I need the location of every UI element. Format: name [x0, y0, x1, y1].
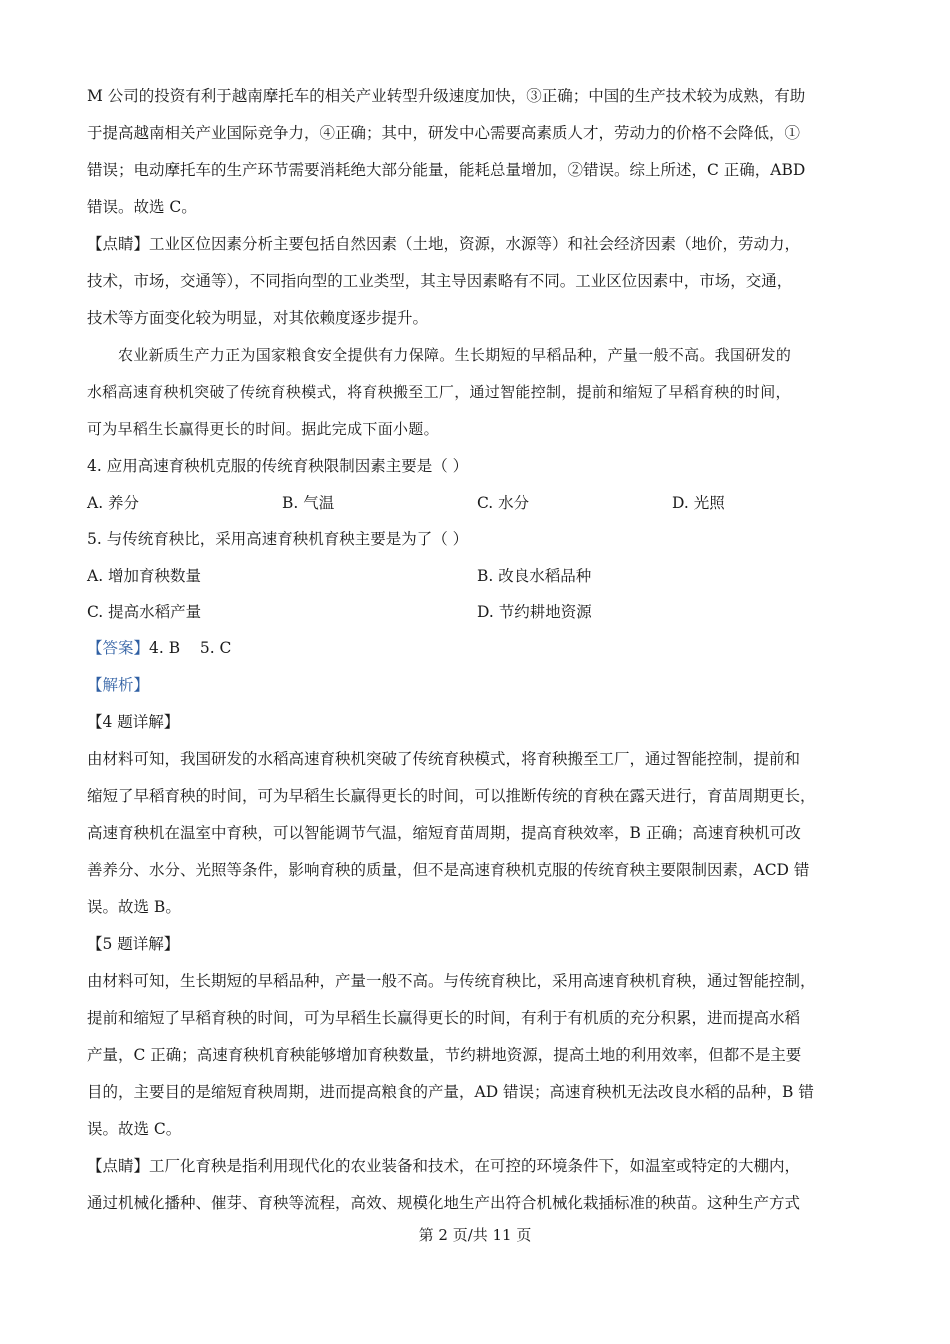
answer-line [87, 630, 867, 667]
detail-4-line: 高速育秧机在温室中育秧，可以智能调节气温，缩短育苗周期，提高育秧效率，B 正确；高速育秧机可改 [87, 824, 801, 842]
detail-4-line: 误。故选 B。 [87, 898, 181, 916]
analysis-tag: 【解析】 [87, 676, 150, 694]
detail-5-line: 提前和缩短了早稻育秧的时间，可为早稻生长赢得更长的时间，有利于有机质的充分积累，进而提高水稻 [87, 1009, 801, 1027]
prev-answer-line: 错误；电动摩托车的生产环节需要消耗绝大部分能量，能耗总量增加，②错误。综上所述，C 正确，ABD [87, 161, 806, 179]
detail-5-line: 误。故选 C。 [87, 1120, 182, 1138]
tip-tag: 【点睛】 [87, 235, 150, 253]
question-5-options-row1 [87, 558, 867, 594]
prev-answer-line: 于提高越南相关产业国际竞争力，④正确；其中，研发中心需要高素质人才，劳动力的价格不会降低，① [87, 124, 801, 142]
tip-paragraph [87, 226, 867, 263]
option-c: C. 提高水稻产量 [87, 603, 202, 621]
question-5-stem: 5. 与传统育秧比，采用高速育秧机育秧主要是为了（ ） [87, 530, 469, 548]
prev-answer-line: 错误。故选 C。 [87, 198, 197, 216]
prev-answer-line: M 公司的投资有利于越南摩托车的相关产业转型升级速度加快，③正确；中国的生产技术较为成熟，有助 [87, 87, 806, 105]
tip-line: 工厂化育秧是指利用现代化的农业装备和技术，在可控的环境条件下，如温室或特定的大棚内， [149, 1157, 801, 1175]
tip-line: 通过机械化播种、催芽、育秧等流程，高效、规模化地生产出符合机械化栽插标准的秧苗。这种生产方式 [87, 1194, 801, 1212]
option-d: D. 节约耕地资源 [477, 603, 592, 621]
tip-line: 技术等方面变化较为明显，对其依赖度逐步提升。 [87, 309, 429, 327]
tip-tag: 【点睛】 [87, 1157, 150, 1175]
detail-5-line: 由材料可知，生长期短的早稻品种，产量一般不高。与传统育秧比，采用高速育秧机育秧，通过智能控制， [87, 972, 816, 990]
question-5-options-row2 [87, 594, 867, 630]
detail-4-line: 缩短了早稻育秧的时间，可为早稻生长赢得更长的时间，可以推断传统的育秧在露天进行，育苗周期更长， [87, 787, 816, 805]
page-footer: 第 2 页/共 11 页 [418, 1226, 532, 1244]
detail-4-tag: 【4 题详解】 [87, 713, 180, 731]
material-line: 可为早稻生长赢得更长的时间。据此完成下面小题。 [87, 420, 439, 438]
material-line: 水稻高速育秧机突破了传统育秧模式，将育秧搬至工厂，通过智能控制，提前和缩短了早稻育秧的时间， [87, 383, 791, 401]
question-4-options [87, 485, 867, 521]
option-d: D. 光照 [672, 494, 725, 512]
tip-line: 工业区位因素分析主要包括自然因素（土地，资源，水源等）和社会经济因素（地价，劳动力， [149, 235, 801, 253]
detail-4-line: 由材料可知，我国研发的水稻高速育秧机突破了传统育秧模式，将育秧搬至工厂，通过智能控制，提前和 [87, 750, 801, 768]
option-a: A. 养分 [87, 494, 140, 512]
answer-tag: 【答案】 [87, 639, 150, 657]
detail-5-line: 目的，主要目的是缩短育秧周期，进而提高粮食的产量，AD 错误；高速育秧机无法改良水稻的品种，B 错 [87, 1083, 814, 1101]
tip-paragraph [87, 1148, 867, 1185]
option-b: B. 气温 [282, 494, 335, 512]
detail-5-tag: 【5 题详解】 [87, 935, 180, 953]
option-c: C. 水分 [477, 494, 530, 512]
document-body [87, 78, 867, 1222]
tip-line: 技术，市场，交通等），不同指向型的工业类型，其主导因素略有不同。工业区位因素中，市场，交通， [87, 272, 793, 290]
answer-text: 4. B 5. C [149, 639, 232, 657]
option-a: A. 增加育秧数量 [87, 567, 202, 585]
question-4-stem: 4. 应用高速育秧机克服的传统育秧限制因素主要是（ ） [87, 457, 469, 475]
option-b: B. 改良水稻品种 [477, 567, 592, 585]
material-line: 农业新质生产力正为国家粮食安全提供有力保障。生长期短的早稻品种，产量一般不高。我国研发的 [118, 346, 792, 364]
detail-4-line: 善养分、水分、光照等条件，影响育秧的质量，但不是高速育秧机克服的传统育秧主要限制因素，ACD 错 [87, 861, 810, 879]
detail-5-line: 产量，C 正确；高速育秧机育秧能够增加育秧数量，节约耕地资源，提高土地的利用效率，但都不是主要 [87, 1046, 802, 1064]
